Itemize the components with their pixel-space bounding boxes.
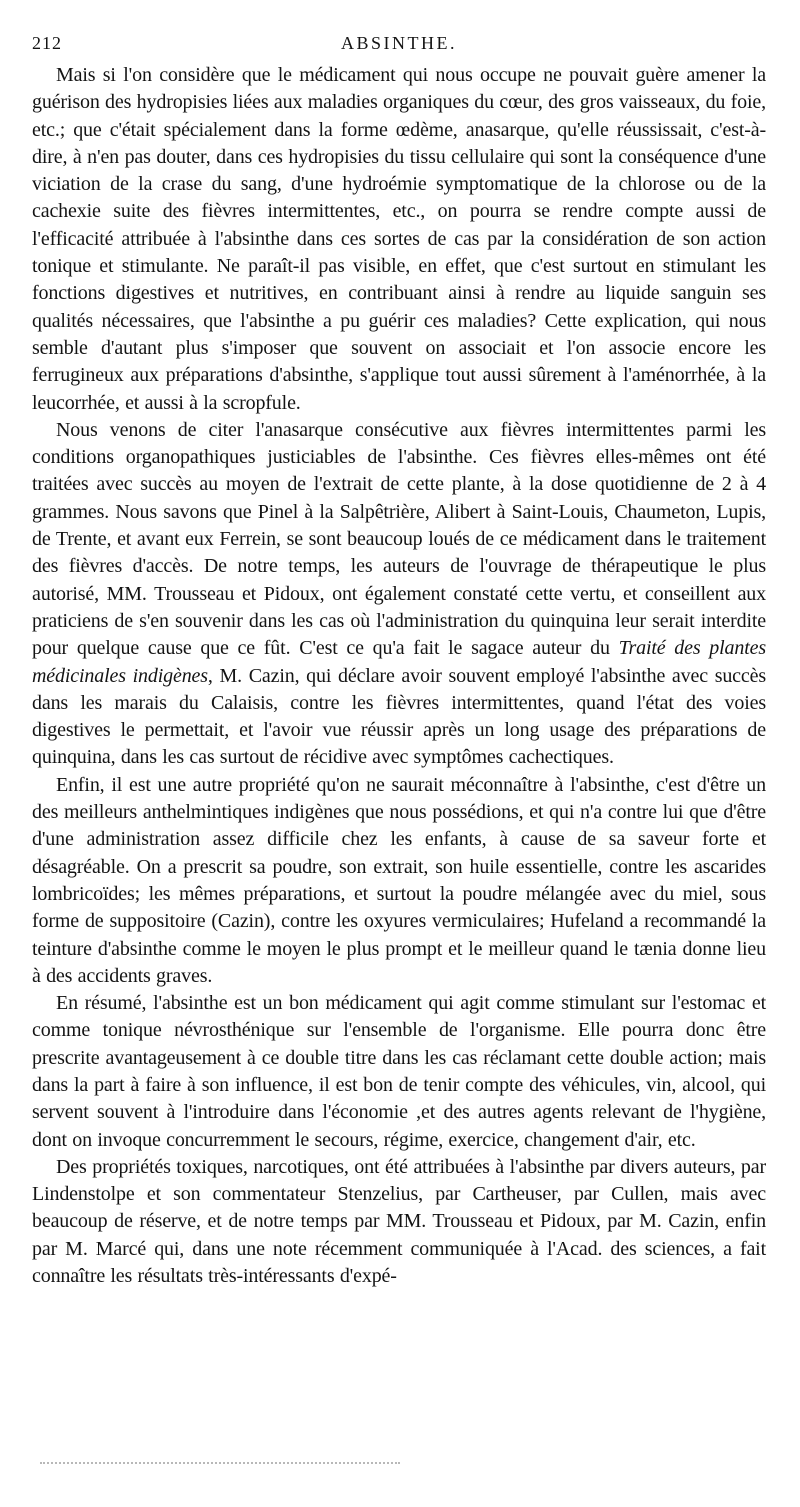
running-header (32, 28, 766, 58)
running-title: ABSINTHE. (341, 33, 457, 53)
book-title-italic: Traité des plantes médicinales indigènes (32, 637, 766, 687)
book-page (32, 28, 766, 1290)
paragraph-toxic-properties: Des propriétés toxiques, narcotiques, ont été attribuées à l'absinthe par divers auteurs, par Lindenstolpe et son commentateur Stenzelius, par Cartheuser, par Cullen, mais avec beaucoup de réserve, et de notre temps par MM. Trousseau et Pidoux, par M. Cazin, enfin par M. Marcé qui, dans une note récemment communiquée à l'Acad. des sciences, a fait connaître les résultats très-intéressants d'expé- (32, 1155, 766, 1288)
footer-dotted-rule (40, 1462, 400, 1464)
paragraph-fevers: Nous venons de citer l'anasarque consécutive aux fièvres intermittentes parmi les conditions organopathiques justiciables de l'absinthe. Ces fièvres elles-mêmes ont été traitées avec succès au moyen de l'extrait de cette plante, à la dose quotidienne de 2 à 4 grammes. Nous savons que Pinel à la Salpêtrière, Alibert à Saint-Louis, Chaumeton, Lupis, de Trente, et avant eux Ferrein, se sont beaucoup loués de ce médicament dans le traitement des fièvres d'accès. De notre temps, les auteurs de l'ouvrage de thérapeutique le plus autorisé, MM. Trousseau et Pidoux, ont également constaté cette vertu, et conseillent aux praticiens de s'en souvenir dans les cas où l'administration du quinquina leur serait interdite pour quelque cause que ce fût. C'est ce qu'a fait le sagace auteur du Traité des plantes médicinales indigènes, M. Cazin, qui déclare avoir souvent employé l'absinthe avec succès dans les marais du Calaisis, contre les fièvres intermittentes, quand l'état des voies digestives le permettait, et l'avoir vue réussir après un long usage des préparations de quinquina, dans les cas surtout de récidive avec symptômes cachectiques. (32, 418, 766, 769)
page-number: 212 (32, 33, 62, 53)
paragraph-anthelmintic: Enfin, il est une autre propriété qu'on ne saurait méconnaître à l'absinthe, c'est d'être un des meilleurs anthelmintiques indigènes que nous possédions, et qui n'a contre lui que d'être d'une administration assez difficile chez les enfants, à cause de sa saveur forte et désagréable. On a prescrit sa poudre, son extrait, son huile essentielle, contre les ascarides lombricoïdes; les mêmes préparations, et surtout la poudre mélangée avec du miel, sous forme de suppositoire (Cazin), contre les oxyures vermiculaires; Hufeland a recommandé la teinture d'absinthe comme le moyen le plus prompt et le meilleur quand le tænia donne lieu à des accidents graves. (32, 773, 766, 987)
paragraph-dropsy: Mais si l'on considère que le médicament qui nous occupe ne pouvait guère amener la guérison des hydropisies liées aux maladies organiques du cœur, des gros vaisseaux, du foie, etc.; que c'était spécialement dans la forme œdème, anasarque, qu'elle réussissait, c'est-à-dire, à n'en pas douter, dans ces hydropisies du tissu cellulaire qui sont la conséquence d'une viciation de la crase du sang, d'une hydroémie symptomatique de la chlorose ou de la cachexie suite des fièvres intermittentes, etc., on pourra se rendre compte aussi de l'efficacité attribuée à l'absinthe dans ces sortes de cas par la considération de son action tonique et stimulante. Ne paraît-il pas visible, en effet, que c'est surtout en stimulant les fonctions digestives et nutritives, en contribuant ainsi à rendre au liquide sanguin ses qualités nécessaires, que l'absinthe a pu guérir ces maladies? Cette explication, qui nous semble d'autant plus s'imposer que souvent on associait et l'on associe encore les ferrugineux aux préparations d'absinthe, s'applique tout aussi sûrement à l'aménorrhée, à la leucorrhée, et aussi à la scropfule. (32, 64, 766, 414)
body-text (32, 62, 766, 1290)
paragraph-summary: En résumé, l'absinthe est un bon médicament qui agit comme stimulant sur l'estomac et comme tonique névrosthénique sur l'ensemble de l'organisme. Elle pourra donc être prescrite avantageusement à ce double titre dans les cas réclamant cette double action; mais dans la part à faire à son influence, il est bon de tenir compte des véhicules, vin, alcool, qui servent souvent à l'introduire dans l'économie ,et des autres agents relevant de l'hygiène, dont on invoque concurremment le secours, régime, exercice, changement d'air, etc. (32, 992, 766, 1151)
